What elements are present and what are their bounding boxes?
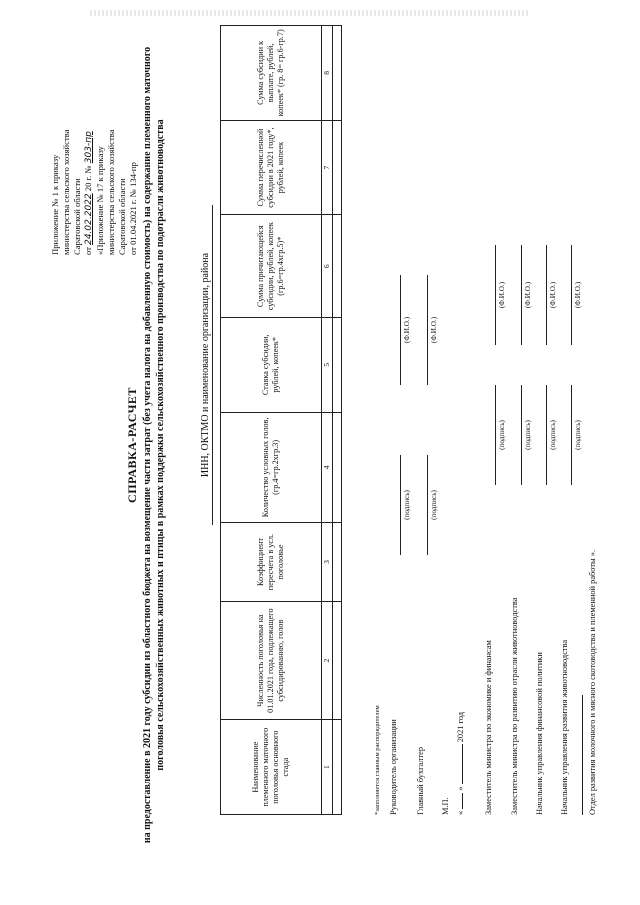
col-header: Численность поголовья на 01.01.2021 года, подлежащего субсидированию, голов — [221, 601, 322, 719]
table-row — [333, 26, 342, 815]
name-line — [427, 275, 428, 385]
header-line: министерства сельского хозяйства — [106, 129, 116, 255]
table-header-row — [221, 26, 322, 815]
header-line: от 01.04.2021 г. № 134-пр — [128, 162, 138, 255]
name-caption: (Ф.И.О.) — [430, 316, 438, 344]
name-line — [495, 245, 496, 345]
title-subtitle: на предоставление в 2021 году субсидии из областного бюджета на возмещение части затрат (без учета налога на добавленную стоимость) на содержание племенного маточного поголовья сельскохозяйственных животных и птицы в рамках поддержки сельскохозяйственного производства по подотрасли животноводства — [142, 46, 166, 844]
label-head-livestock: Начальник управления развития животноводства — [560, 639, 569, 815]
name-caption: (Ф.И.О.) — [549, 281, 557, 309]
label-stamp: М.П. — [441, 797, 450, 815]
subsidy-table — [220, 25, 342, 815]
col-number: 5 — [322, 317, 333, 412]
col-header: Ставка субсидии, рублей, копеек* — [221, 317, 322, 412]
name-caption: (Ф.И.О.) — [574, 281, 582, 309]
col-number: 3 — [322, 523, 333, 602]
label-deputy-econ: Заместитель министра по экономике и финансам — [484, 640, 493, 815]
signature-line — [571, 385, 572, 485]
signature-caption: (подпись) — [524, 420, 532, 450]
label-head: Руководитель организации — [389, 719, 398, 815]
signature-line — [427, 455, 428, 555]
title-main: СПРАВКА-РАСЧЕТ — [125, 387, 139, 503]
document-title — [125, 25, 167, 865]
col-number: 4 — [322, 412, 333, 522]
col-header: Количество условных голов, (гр.4=гр.2хгр.3) — [221, 412, 322, 522]
col-header: Наименование племенного маточного поголовья основного стада — [221, 720, 322, 815]
inn-caption: ИНН, ОКТМО и наименование организации, района — [200, 205, 213, 525]
label-deputy-livestock: Заместитель министра по развитию отрасли животноводства — [510, 597, 519, 815]
signature-line — [521, 385, 522, 485]
label-accountant: Главный бухгалтер — [416, 746, 425, 815]
name-line — [571, 245, 572, 345]
label-head-finance: Начальник управления финансовой политики — [535, 652, 544, 815]
col-header: Сумма субсидии к выплате, рублей, копеек* (гр. 8= гр.6-гр.7) — [221, 26, 322, 121]
col-number: 6 — [322, 215, 333, 318]
col-number: 2 — [322, 601, 333, 719]
signature-caption: (подпись) — [574, 420, 582, 450]
col-number: 7 — [322, 120, 333, 215]
col-header: Сумма причитающейся субсидии, рублей, копеек (гр.6=гр.4хгр.5)* — [221, 215, 322, 318]
col-number: 1 — [322, 720, 333, 815]
signature-line — [400, 455, 401, 555]
name-caption: (Ф.И.О.) — [498, 281, 506, 309]
header-line: Приложение № 1 к приказу — [50, 154, 60, 255]
name-line — [521, 245, 522, 345]
signature-caption: (подпись) — [498, 420, 506, 450]
name-caption: (Ф.И.О.) — [524, 281, 532, 309]
header-line: Саратовской области — [117, 178, 127, 255]
name-line — [546, 245, 547, 345]
handwritten-date: 24.02.2022 — [84, 193, 94, 245]
header-order-line: от 24.02.2022 20 г. № 303-пр — [83, 131, 94, 255]
department-label: Отдел развития молочного и мясного скотоводства и племенной работы ». — [588, 549, 597, 815]
signature-caption: (подпись) — [403, 490, 411, 520]
handwritten-number: 303-пр — [84, 131, 94, 164]
divider — [582, 695, 583, 815]
header-line: Саратовской области — [72, 178, 82, 255]
col-header: Коэффициент пересчета в усл. поголовье — [221, 523, 322, 602]
table-note: *заполняется главным распорядителем — [374, 705, 381, 815]
column-number-row — [322, 26, 333, 815]
signature-line — [495, 385, 496, 485]
name-caption: (Ф.И.О.) — [403, 316, 411, 344]
signature-line — [546, 385, 547, 485]
header-line: «Приложение № 17 к приказу — [95, 146, 105, 255]
col-header: Сумма перечисленной субсидии в 2021 году*, рублей, копеек — [221, 120, 322, 215]
signature-caption: (подпись) — [549, 420, 557, 450]
header-line: министерства сельского хозяйства — [61, 129, 71, 255]
date-line: « » 2021 год — [456, 711, 465, 815]
signature-caption: (подпись) — [430, 490, 438, 520]
col-number: 8 — [322, 26, 333, 121]
name-line — [400, 275, 401, 385]
